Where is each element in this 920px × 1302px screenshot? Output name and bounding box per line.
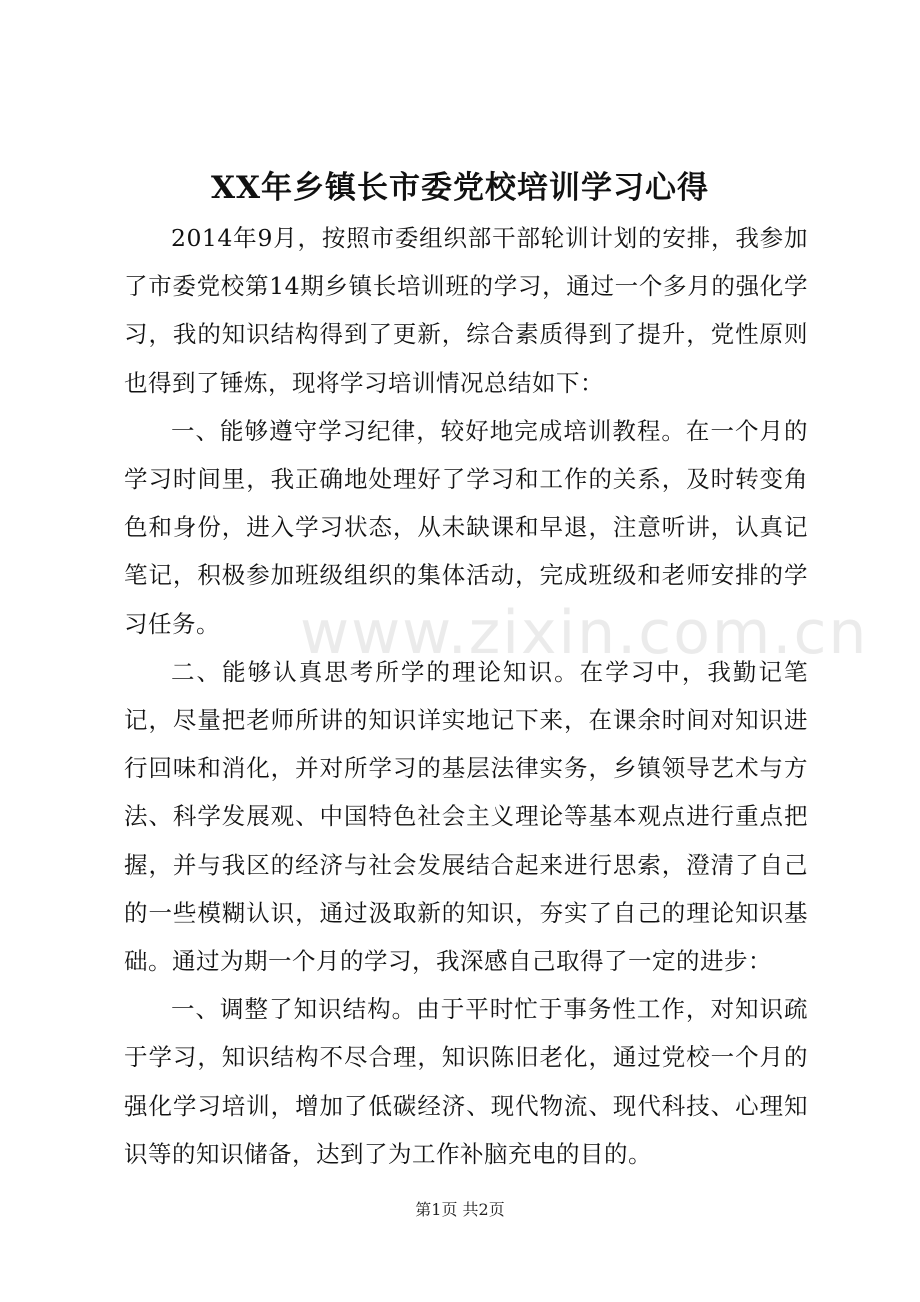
watermark: www.zixin.com.cn — [300, 598, 869, 668]
paragraph-section-1: 一、能够遵守学习纪律，较好地完成培训教程。在一个月的学习时间里，我正确地处理好了学习和工作的关系，及时转变角色和身份，进入学习状态，从未缺课和早退，注意听讲，认真记笔记，积极参加班级组织的集体活动，完成班级和老师安排的学习任务。 — [124, 416, 808, 638]
document-body — [124, 214, 808, 1178]
paragraph-section-2: 二、能够认真思考所学的理论知识。在学习中，我勤记笔记，尽量把老师所讲的知识详实地记下来，在课余时间对知识进行回味和消化，并对所学习的基层法律实务，乡镇领导艺术与方法、科学发展观、中国特色社会主义理论等基本观点进行重点把握，并与我区的经济与社会发展结合起来进行思索，澄清了自己的一些模糊认识，通过汲取新的知识，夯实了自己的理论知识基础。通过为期一个月的学习，我深感自己取得了一定的进步： — [124, 657, 808, 976]
paragraph-intro: 2014年9月，按照市委组织部干部轮训计划的安排，我参加了市委党校第14期乡镇长培训班的学习，通过一个多月的强化学习，我的知识结构得到了更新，综合素质得到了提升，党性原则也得到了锤炼，现将学习培训情况总结如下： — [124, 224, 808, 397]
paragraph-progress-1: 一、调整了知识结构。由于平时忙于事务性工作，对知识疏于学习，知识结构不尽合理，知识陈旧老化，通过党校一个月的强化学习培训，增加了低碳经济、现代物流、现代科技、心理知识等的知识储备，达到了为工作补脑充电的目的。 — [124, 995, 808, 1168]
page-number-footer: 第1页 共2页 — [415, 1200, 505, 1219]
document-title: XX年乡镇长市委党校培训学习心得 — [210, 170, 710, 206]
